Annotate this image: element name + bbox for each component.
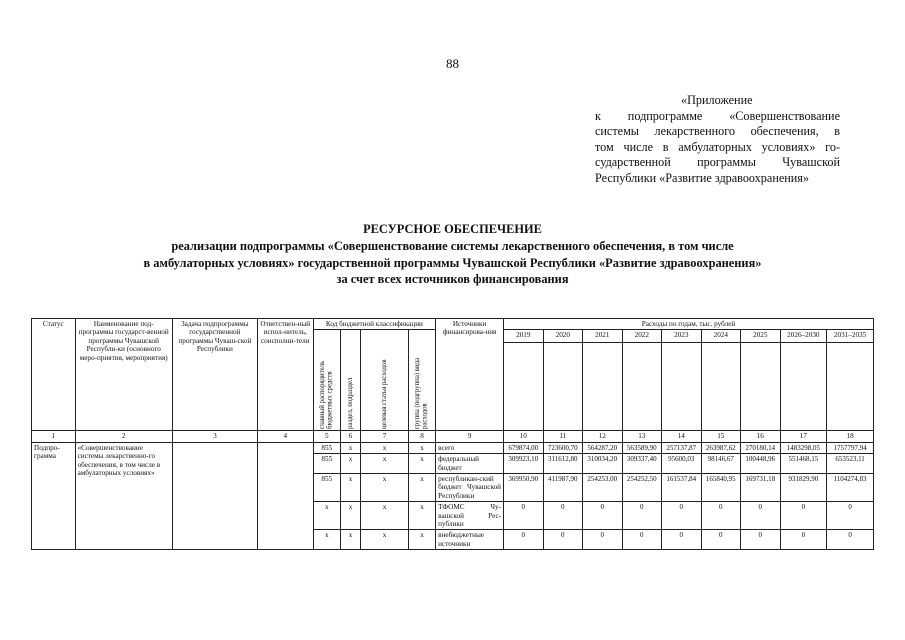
column-number: 15 <box>701 431 741 442</box>
value-cell: 270180,14 <box>741 442 781 453</box>
value-cell: 551468,15 <box>780 454 827 474</box>
value-cell: 257137,87 <box>662 442 702 453</box>
header-year: 2019 <box>504 330 544 343</box>
value-cell: 0 <box>780 502 827 530</box>
value-cell: 1483298,05 <box>780 442 827 453</box>
value-cell: 0 <box>622 530 662 550</box>
value-cell: 369950,90 <box>504 474 544 502</box>
header-year: 2031–2035 <box>827 330 874 343</box>
column-number: 1 <box>32 431 76 442</box>
value-cell: 563589,90 <box>622 442 662 453</box>
section-cell: x <box>340 454 360 474</box>
resource-table <box>31 318 874 550</box>
appendix-line: Республики «Развитие здравоохранения» <box>595 170 809 185</box>
header-sources: Источники финансирова-ния <box>436 319 504 431</box>
manager-cell: 855 <box>313 474 340 502</box>
value-cell: 0 <box>504 502 544 530</box>
value-cell: 0 <box>827 502 874 530</box>
responsible-cell <box>257 442 313 549</box>
title-line: РЕСУРСНОЕ ОБЕСПЕЧЕНИЕ <box>363 222 542 236</box>
target-cell: x <box>361 502 409 530</box>
value-cell: 0 <box>622 502 662 530</box>
target-cell: x <box>361 454 409 474</box>
source-cell: федеральный бюджет <box>436 454 504 474</box>
value-cell: 0 <box>662 502 702 530</box>
value-cell: 0 <box>827 530 874 550</box>
value-cell: 564287,20 <box>583 442 623 453</box>
table-header-row <box>32 319 874 330</box>
value-cell: 310034,20 <box>583 454 623 474</box>
column-number: 14 <box>662 431 702 442</box>
value-cell: 254252,50 <box>622 474 662 502</box>
group-cell: x <box>408 502 435 530</box>
task-cell <box>172 442 257 549</box>
appendix-line: сударственной программы Чувашской <box>595 155 840 170</box>
value-cell: 95600,03 <box>662 454 702 474</box>
column-number: 9 <box>436 431 504 442</box>
value-cell: 0 <box>701 502 741 530</box>
appendix-line: к подпрограмме «Совершенствование <box>595 108 840 123</box>
value-cell: 1104274,83 <box>827 474 874 502</box>
manager-cell: x <box>313 530 340 550</box>
target-cell: x <box>361 474 409 502</box>
value-cell: 254253,00 <box>583 474 623 502</box>
source-cell: республикан-ский бюджет Чувашской Республики <box>436 474 504 502</box>
value-cell: 0 <box>741 530 781 550</box>
title-line: реализации подпрограммы «Совершенствование системы лекарственного обеспечения, в том числе <box>171 239 734 254</box>
manager-cell: 855 <box>313 454 340 474</box>
value-cell: 0 <box>583 530 623 550</box>
header-expenses: Расходы по годам, тыс. рублей <box>504 319 874 330</box>
column-number: 12 <box>583 431 623 442</box>
column-number: 10 <box>504 431 544 442</box>
target-cell: x <box>361 530 409 550</box>
value-cell: 0 <box>741 502 781 530</box>
header-name: Наименование под-программы государст-венной программы Чувашской Республи-ки (основного меро-приятия, мероприятия) <box>75 319 172 431</box>
value-cell: 311612,80 <box>543 454 583 474</box>
column-number: 7 <box>361 431 409 442</box>
value-cell: 0 <box>543 502 583 530</box>
column-number: 8 <box>408 431 435 442</box>
value-cell: 263987,62 <box>701 442 741 453</box>
value-cell: 0 <box>504 530 544 550</box>
value-cell: 169731,18 <box>741 474 781 502</box>
header-target: целевая статья расходов <box>380 359 388 430</box>
column-number: 11 <box>543 431 583 442</box>
program-name-cell: «Совершенствование системы лекарственно-го обеспечения, в том числе в амбулаторных условиях» <box>75 442 172 549</box>
document-title <box>0 221 905 288</box>
manager-cell: x <box>313 502 340 530</box>
value-cell: 411987,90 <box>543 474 583 502</box>
value-cell: 679874,00 <box>504 442 544 453</box>
table-row <box>32 442 874 453</box>
header-year: 2025 <box>741 330 781 343</box>
value-cell: 931829,90 <box>780 474 827 502</box>
header-year: 2024 <box>701 330 741 343</box>
appendix-note <box>595 93 840 187</box>
source-cell: ТФОМС Чу-вашской Рес-публики <box>436 502 504 530</box>
value-cell: 653523,11 <box>827 454 874 474</box>
status-cell: Подпро-грамма <box>32 442 76 549</box>
header-task: Задача подпрограммы государственной программы Чуваш-ской Республики <box>172 319 257 431</box>
header-year: 2020 <box>543 330 583 343</box>
header-year: 2026–2030 <box>780 330 827 343</box>
target-cell: x <box>361 442 409 453</box>
column-number: 6 <box>340 431 360 442</box>
title-line: в амбулаторных условиях» государственной программы Чувашской Республики «Развитие здравоохранения» <box>143 255 762 270</box>
value-cell: 0 <box>662 530 702 550</box>
appendix-line: том числе в амбулаторных условиях» го- <box>595 139 840 154</box>
column-number-row <box>32 431 874 442</box>
value-cell: 0 <box>780 530 827 550</box>
header-section: раздел, подраздел <box>346 378 354 430</box>
column-number: 16 <box>741 431 781 442</box>
header-responsible: Ответствен-ный испол-нитель, соисполни-тели <box>257 319 313 431</box>
section-cell: x <box>340 442 360 453</box>
value-cell: 165840,95 <box>701 474 741 502</box>
group-cell: x <box>408 530 435 550</box>
header-year: 2023 <box>662 330 702 343</box>
appendix-line: «Приложение <box>681 93 753 107</box>
group-cell: x <box>408 454 435 474</box>
value-cell: 1757797,94 <box>827 442 874 453</box>
header-year: 2021 <box>583 330 623 343</box>
section-cell: x <box>340 474 360 502</box>
header-group: группа (подгруппа) вида расходов <box>414 358 429 430</box>
value-cell: 309923,10 <box>504 454 544 474</box>
value-cell: 0 <box>583 502 623 530</box>
value-cell: 0 <box>543 530 583 550</box>
value-cell: 0 <box>701 530 741 550</box>
value-cell: 161537,84 <box>662 474 702 502</box>
source-cell: внебюджетные источники <box>436 530 504 550</box>
title-line: за счет всех источников финансирования <box>336 272 569 287</box>
column-number: 18 <box>827 431 874 442</box>
header-year: 2022 <box>622 330 662 343</box>
page-number: 88 <box>446 56 459 71</box>
header-status: Статус <box>32 319 76 431</box>
column-number: 4 <box>257 431 313 442</box>
manager-cell: 855 <box>313 442 340 453</box>
column-number: 17 <box>780 431 827 442</box>
section-cell: x <box>340 502 360 530</box>
value-cell: 98146,67 <box>701 454 741 474</box>
appendix-line: системы лекарственного обеспечения, в <box>595 124 840 139</box>
section-cell: x <box>340 530 360 550</box>
group-cell: x <box>408 474 435 502</box>
column-number: 2 <box>75 431 172 442</box>
column-number: 3 <box>172 431 257 442</box>
header-budget-code: Код бюджетной классификации <box>313 319 436 330</box>
column-number: 13 <box>622 431 662 442</box>
value-cell: 100448,96 <box>741 454 781 474</box>
value-cell: 309337,40 <box>622 454 662 474</box>
value-cell: 723600,70 <box>543 442 583 453</box>
header-manager: главный распорядитель бюджетных средств <box>319 361 334 430</box>
column-number: 5 <box>313 431 340 442</box>
group-cell: x <box>408 442 435 453</box>
source-cell: всего <box>436 442 504 453</box>
